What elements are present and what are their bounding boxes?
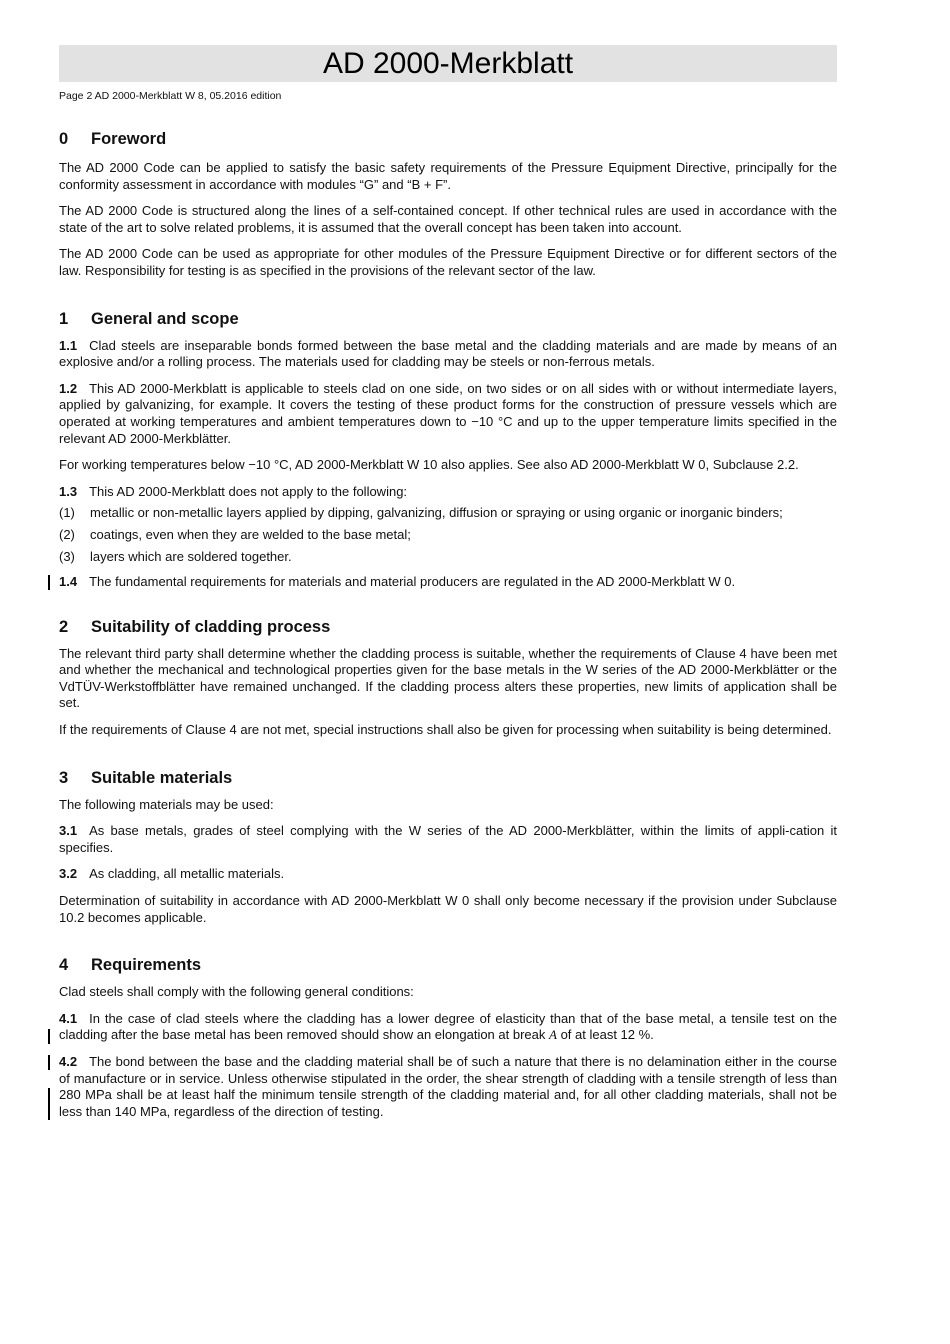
document-page <box>59 45 837 1120</box>
section-number: 2 <box>59 617 69 636</box>
list-item <box>59 505 837 522</box>
paragraph: The AD 2000 Code can be applied to satisfy the basic safety requirements of the Pressure Equipment Directive, principally for the conformity assessment in accordance with modules “G” and “B + F”. <box>59 160 837 192</box>
clause-3-1 <box>59 823 837 856</box>
section-1-heading <box>59 309 837 329</box>
clause-4-2 <box>59 1054 837 1120</box>
clause-number: 4.1 <box>59 1010 78 1026</box>
paragraph: The AD 2000 Code is structured along the lines of a self-contained concept. If other technical rules are used in accordance with the state of the art to solve related problems, it is assumed that the overall concept has been taken into account. <box>59 203 837 235</box>
change-bar <box>48 1088 50 1120</box>
section-2-heading <box>59 617 837 637</box>
paragraph: For working temperatures below −10 °C, AD 2000-Merkblatt W 10 also applies. See also AD 2000-Merkblatt W 0, Subclause 2.2. <box>59 457 799 473</box>
change-bar <box>48 575 50 590</box>
clause-text: This AD 2000-Merkblatt does not apply to the following: <box>89 483 408 499</box>
paragraph: If the requirements of Clause 4 are not met, special instructions shall also be given for processing when suitability is being determined. <box>59 722 832 738</box>
list-item <box>59 527 837 544</box>
clause-number: 4.2 <box>59 1054 78 1069</box>
section-title: Suitability of cladding process <box>91 617 331 636</box>
section-title: Requirements <box>91 956 202 975</box>
clause-text: The bond between the base and the cladding material shall be of such a nature that there is no delamination either in the course of manufacture or in service. Unless otherwise stipulated in the order, the shear strength of cladding with a tensile strength of less than 280 MPa shall be at least half the minimum tensile strength of the cladding material and, for all other cladding materials, shall not be less than 140 MPa, regardless of the direction of testing. <box>59 1054 837 1119</box>
list-item-text: coatings, even when they are welded to the base metal; <box>90 526 411 542</box>
change-bar <box>48 1055 50 1070</box>
section-4-heading <box>59 955 837 975</box>
clause-1-2 <box>59 381 837 447</box>
paragraph: The following materials may be used: <box>59 796 274 812</box>
clause-number: 3.2 <box>59 866 78 882</box>
section-number: 4 <box>59 956 69 975</box>
clause-text: The fundamental requirements for materials and material producers are regulated in the AD 2000-Merkblatt W 0. <box>89 574 736 590</box>
clause-1-4 <box>59 574 837 591</box>
section-title: Foreword <box>91 130 167 148</box>
list-marker: (1) <box>59 505 75 521</box>
section-0-heading <box>59 129 837 149</box>
clause-text: In the case of clad steels where the cladding has a lower degree of elasticity than that of the base metal, a tensile test on the cladding after the base metal has been removed should show an elongation at break <box>59 1010 837 1043</box>
list-item <box>59 549 837 566</box>
clause-number: 3.1 <box>59 823 78 839</box>
list-item-text: metallic or non-metallic layers applied by dipping, galvanizing, diffusion or spraying or using organic or inorganic binders; <box>90 505 783 521</box>
section-title: General and scope <box>91 309 239 328</box>
clause-1-3 <box>59 484 837 501</box>
section-number: 1 <box>59 309 69 328</box>
clause-text: Clad steels are inseparable bonds formed between the base metal and the cladding materials and are made by means of an explosive and/or a rolling process. The materials used for cladding may be steels or non-ferrous metals. <box>59 337 837 370</box>
document-title: AD 2000-Merkblatt <box>59 45 837 82</box>
paragraph: Determination of suitability in accordance with AD 2000-Merkblatt W 0 shall only become necessary if the provision under Subclause 10.2 becomes applicable. <box>59 893 837 925</box>
paragraph: The AD 2000 Code can be used as appropriate for other modules of the Pressure Equipment Directive or for different sectors of the law. Responsibility for testing is as specified in the provisions of the relevant sector of the law. <box>59 246 837 278</box>
section-3-heading <box>59 768 837 788</box>
clause-number: 1.1 <box>59 337 78 353</box>
section-number: 3 <box>59 768 69 787</box>
section-title: Suitable materials <box>91 768 233 787</box>
clause-number: 1.2 <box>59 380 78 396</box>
list-marker: (2) <box>59 526 75 542</box>
clause-text: This AD 2000-Merkblatt is applicable to steels clad on one side, on two sides or on all sides with or without intermediate layers, applied by galvanizing, for example. It covers the testing of these product forms for the construction of pressure vessels which are operated at working temperatures and ambient temperatures down to −10 °C and up to the upper temperature limits specified in the relevant AD 2000-Merkblätter. <box>59 380 837 446</box>
clause-number: 1.4 <box>59 574 78 590</box>
paragraph: Clad steels shall comply with the following general conditions: <box>59 984 414 1000</box>
clause-1-1 <box>59 338 837 371</box>
elongation-symbol: A <box>549 1027 557 1043</box>
clause-text: As base metals, grades of steel complying with the W series of the AD 2000-Merkblätter, within the limits of appli-cation it specifies. <box>59 823 837 855</box>
paragraph: The relevant third party shall determine whether the cladding process is suitable, whether the requirements of Clause 4 have been met and whether the mechanical and technological properties given for the base metals in the W series of the AD 2000-Merkblätter or the VdTÜV-Werkstoffblätter have remained unchanged. If the cladding process alters these properties, new limits of application shall be set. <box>59 645 837 711</box>
list-marker: (3) <box>59 548 75 564</box>
clause-4-1 <box>59 1011 837 1044</box>
clause-3-2 <box>59 866 837 883</box>
list-item-text: layers which are soldered together. <box>90 548 292 564</box>
page-reference: Page 2 AD 2000-Merkblatt W 8, 05.2016 edition <box>59 90 282 102</box>
section-number: 0 <box>59 130 69 148</box>
clause-text-end: of at least 12 %. <box>556 1027 654 1043</box>
clause-number: 1.3 <box>59 483 78 499</box>
change-bar <box>48 1029 50 1044</box>
clause-text: As cladding, all metallic materials. <box>89 866 285 882</box>
